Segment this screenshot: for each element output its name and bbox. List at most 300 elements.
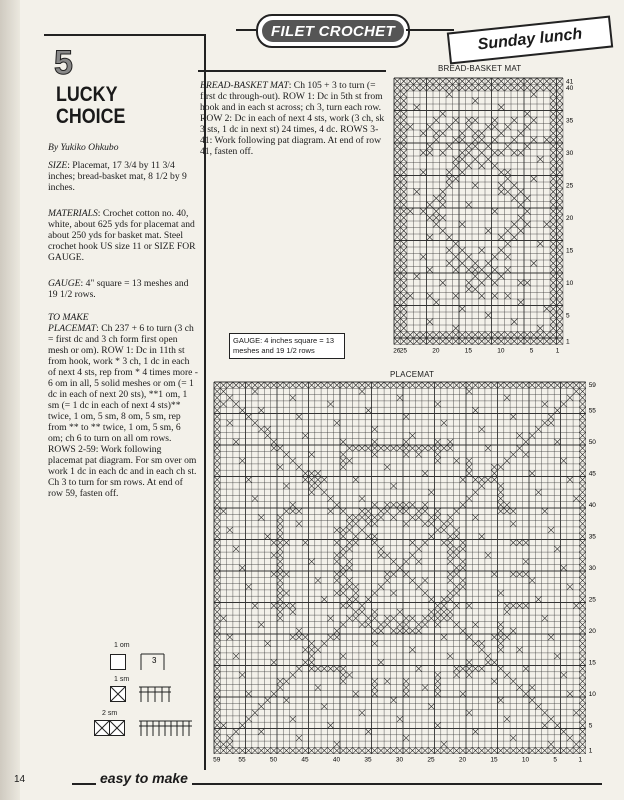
solid-mesh (524, 78, 531, 85)
solid-mesh (214, 596, 220, 602)
solid-mesh (466, 470, 472, 476)
solid-mesh (420, 169, 427, 176)
solid-mesh (427, 332, 434, 339)
col-tick: 15 (464, 347, 472, 355)
solid-mesh (422, 577, 428, 583)
solid-mesh (510, 521, 516, 527)
solid-mesh (433, 332, 440, 339)
solid-mesh (401, 306, 408, 313)
solid-mesh (302, 432, 308, 438)
solid-mesh (233, 747, 239, 753)
solid-mesh (327, 508, 333, 514)
solid-mesh (390, 628, 396, 634)
solid-mesh (214, 407, 220, 413)
solid-mesh (557, 124, 564, 131)
solid-mesh (409, 577, 415, 583)
solid-mesh (466, 163, 473, 170)
solid-mesh (296, 735, 302, 741)
solid-mesh (359, 514, 365, 520)
solid-mesh (440, 78, 447, 85)
solid-mesh (414, 338, 421, 345)
solid-mesh (579, 659, 585, 665)
solid-mesh (460, 502, 466, 508)
solid-mesh (550, 241, 557, 248)
solid-mesh (378, 659, 384, 665)
solid-mesh (447, 615, 453, 621)
solid-mesh (409, 628, 415, 634)
solid-mesh (446, 91, 453, 98)
solid-mesh (447, 609, 453, 615)
solid-mesh (252, 495, 258, 501)
solid-mesh (550, 293, 557, 300)
solid-mesh (384, 445, 390, 451)
solid-mesh (227, 527, 233, 533)
solid-mesh (516, 647, 522, 653)
solid-mesh (472, 407, 478, 413)
solid-mesh (378, 621, 384, 627)
col-tick: 25 (399, 347, 407, 355)
solid-mesh (479, 163, 486, 170)
solid-mesh (214, 590, 220, 596)
solid-mesh (518, 189, 525, 196)
solid-mesh (372, 451, 378, 457)
size-text: : Placemat, 17 3/4 by 11 3/4 inches; bread-basket mat, 8 1/2 by 9 inches. (48, 160, 187, 193)
solid-mesh (579, 382, 585, 388)
solid-mesh (550, 286, 557, 293)
solid-mesh (537, 241, 544, 248)
solid-mesh (557, 306, 564, 313)
solid-mesh (264, 382, 270, 388)
solid-mesh (453, 293, 460, 300)
solid-mesh (466, 338, 473, 345)
solid-mesh (579, 458, 585, 464)
solid-mesh (394, 293, 401, 300)
solid-mesh (296, 628, 302, 634)
solid-mesh (561, 458, 567, 464)
row-tick: 41 (566, 78, 574, 86)
solid-mesh (214, 603, 220, 609)
solid-mesh (401, 143, 408, 150)
solid-mesh (511, 221, 518, 228)
solid-mesh (397, 621, 403, 627)
solid-mesh (372, 439, 378, 445)
solid-mesh (459, 332, 466, 339)
solid-mesh (227, 634, 233, 640)
solid-mesh (447, 747, 453, 753)
solid-mesh (479, 293, 486, 300)
solid-mesh (214, 426, 220, 432)
solid-mesh (447, 439, 453, 445)
solid-mesh (479, 640, 485, 646)
solid-mesh (466, 202, 473, 209)
solid-mesh (479, 426, 485, 432)
solid-mesh (321, 703, 327, 709)
solid-mesh (498, 189, 505, 196)
solid-mesh (472, 489, 478, 495)
solid-mesh (504, 716, 510, 722)
solid-mesh (498, 78, 505, 85)
solid-mesh (579, 464, 585, 470)
solid-mesh (403, 571, 409, 577)
solid-mesh (511, 117, 518, 124)
solid-mesh (498, 234, 505, 241)
solid-mesh (353, 514, 359, 520)
solid-mesh (567, 735, 573, 741)
solid-mesh (550, 111, 557, 118)
solid-mesh (544, 306, 551, 313)
solid-mesh (277, 615, 283, 621)
solid-mesh (394, 143, 401, 150)
solid-mesh (492, 85, 499, 92)
solid-mesh (346, 747, 352, 753)
solid-mesh (460, 540, 466, 546)
solid-mesh (518, 150, 525, 157)
solid-mesh (573, 747, 579, 753)
solid-mesh (453, 603, 459, 609)
solid-mesh (479, 247, 486, 254)
solid-mesh (453, 552, 459, 558)
solid-mesh (453, 672, 459, 678)
solid-mesh (309, 483, 315, 489)
solid-mesh (446, 143, 453, 150)
solid-mesh (397, 565, 403, 571)
solid-mesh (557, 130, 564, 137)
solid-mesh (422, 615, 428, 621)
solid-mesh (479, 477, 485, 483)
solid-mesh (409, 514, 415, 520)
solid-mesh (505, 338, 512, 345)
solid-mesh (579, 703, 585, 709)
row-tick: 30 (588, 564, 596, 572)
solid-mesh (427, 78, 434, 85)
solid-mesh (340, 672, 346, 678)
solid-mesh (447, 590, 453, 596)
solid-mesh (409, 747, 415, 753)
solid-mesh (365, 621, 371, 627)
solid-mesh (435, 451, 441, 457)
solid-mesh (401, 280, 408, 287)
solid-mesh (309, 558, 315, 564)
solid-mesh (567, 382, 573, 388)
solid-mesh (498, 104, 505, 111)
solid-mesh (535, 747, 541, 753)
col-tick: 30 (395, 756, 404, 764)
solid-mesh (214, 634, 220, 640)
solid-mesh (453, 117, 460, 124)
solid-mesh (491, 747, 497, 753)
solid-mesh (372, 747, 378, 753)
solid-mesh (422, 621, 428, 627)
solid-mesh (246, 691, 252, 697)
solid-mesh (214, 640, 220, 646)
solid-mesh (397, 445, 403, 451)
solid-mesh (510, 414, 516, 420)
solid-mesh (394, 234, 401, 241)
solid-mesh (453, 241, 460, 248)
solid-mesh (531, 176, 538, 183)
row-tick: 40 (566, 84, 574, 92)
solid-mesh (359, 382, 365, 388)
solid-mesh (214, 722, 220, 728)
solid-mesh (283, 747, 289, 753)
solid-mesh (491, 464, 497, 470)
col-tick: 10 (497, 347, 505, 355)
solid-mesh (378, 628, 384, 634)
gauge-paragraph (48, 278, 198, 300)
materials-label: MATERIALS (48, 208, 98, 219)
solid-mesh (214, 451, 220, 457)
solid-mesh (447, 521, 453, 527)
solid-mesh (492, 150, 499, 157)
solid-mesh (334, 540, 340, 546)
solid-mesh (227, 741, 233, 747)
solid-mesh (446, 169, 453, 176)
solid-mesh (401, 163, 408, 170)
solid-mesh (542, 420, 548, 426)
solid-mesh (435, 678, 441, 684)
solid-mesh (340, 653, 346, 659)
solid-mesh (277, 527, 283, 533)
solid-mesh (401, 228, 408, 235)
solid-mesh (453, 332, 460, 339)
solid-mesh (365, 596, 371, 602)
solid-mesh (557, 338, 564, 345)
row-tick: 50 (588, 438, 596, 446)
solid-mesh (523, 666, 529, 672)
solid-mesh (453, 590, 459, 596)
solid-mesh (435, 722, 441, 728)
solid-mesh (346, 603, 352, 609)
solid-mesh (394, 221, 401, 228)
solid-mesh (550, 338, 557, 345)
col-tick: 20 (458, 756, 467, 764)
solid-mesh (524, 332, 531, 339)
solid-mesh (378, 747, 384, 753)
solid-mesh (557, 195, 564, 202)
solid-mesh (485, 659, 491, 665)
solid-mesh (403, 691, 409, 697)
solid-mesh (309, 640, 315, 646)
solid-mesh (535, 382, 541, 388)
subtitle-text: Sunday lunch (476, 25, 584, 54)
legend-2sm-label: 2 sm (102, 710, 118, 717)
solid-mesh (554, 722, 560, 728)
solid-mesh (401, 247, 408, 254)
solid-mesh (401, 312, 408, 319)
chain-count: 3 (152, 656, 157, 665)
solid-mesh (511, 150, 518, 157)
row-tick: 55 (588, 407, 596, 415)
solid-mesh (394, 260, 401, 267)
solid-mesh (579, 521, 585, 527)
solid-mesh (401, 156, 408, 163)
solid-mesh (557, 111, 564, 118)
solid-mesh (441, 445, 447, 451)
solid-mesh (550, 143, 557, 150)
solid-mesh (428, 615, 434, 621)
solid-mesh (277, 590, 283, 596)
solid-mesh (416, 628, 422, 634)
solid-mesh (277, 678, 283, 684)
solid-mesh (346, 672, 352, 678)
solid-mesh (557, 78, 564, 85)
solid-mesh (447, 445, 453, 451)
solid-mesh (479, 647, 485, 653)
solid-mesh (557, 325, 564, 332)
solid-mesh (441, 596, 447, 602)
basket-chart-title: BREAD-BASKET MAT (438, 64, 522, 73)
solid-mesh (492, 124, 499, 131)
solid-mesh (403, 508, 409, 514)
solid-mesh (579, 621, 585, 627)
solid-mesh (214, 615, 220, 621)
solid-mesh (504, 458, 510, 464)
solid-mesh (485, 747, 491, 753)
solid-mesh (573, 603, 579, 609)
solid-mesh (557, 169, 564, 176)
solid-mesh (346, 615, 352, 621)
solid-mesh (446, 332, 453, 339)
solid-mesh (557, 280, 564, 287)
solid-mesh (498, 747, 504, 753)
solid-mesh (214, 672, 220, 678)
solid-mesh (346, 565, 352, 571)
col-tick: 40 (332, 756, 341, 764)
solid-mesh (498, 464, 504, 470)
solid-mesh (422, 502, 428, 508)
solid-mesh (346, 558, 352, 564)
solid-mesh (309, 477, 315, 483)
solid-mesh (252, 710, 258, 716)
solid-mesh (542, 508, 548, 514)
solid-mesh (573, 382, 579, 388)
solid-mesh (277, 571, 283, 577)
solid-mesh (394, 176, 401, 183)
solid-mesh (479, 137, 486, 144)
solid-mesh (435, 508, 441, 514)
solid-mesh (579, 628, 585, 634)
solid-mesh (510, 540, 516, 546)
solid-mesh (579, 502, 585, 508)
solid-mesh (505, 267, 512, 274)
placemat-chart-title: PLACEMAT (390, 370, 435, 379)
row-tick: 20 (588, 627, 596, 635)
solid-mesh (579, 571, 585, 577)
solid-mesh (401, 273, 408, 280)
solid-mesh (264, 697, 270, 703)
solid-mesh (428, 609, 434, 615)
solid-mesh (472, 747, 478, 753)
solid-mesh (516, 684, 522, 690)
solid-mesh (359, 495, 365, 501)
solid-mesh (401, 182, 408, 189)
solid-mesh (479, 483, 485, 489)
solid-mesh (428, 489, 434, 495)
solid-mesh (334, 527, 340, 533)
solid-mesh (271, 382, 277, 388)
solid-mesh (296, 747, 302, 753)
solid-mesh (544, 85, 551, 92)
solid-mesh (524, 143, 531, 150)
solid-mesh (557, 228, 564, 235)
solid-mesh (258, 426, 264, 432)
solid-mesh (302, 382, 308, 388)
solid-mesh (510, 678, 516, 684)
solid-mesh (498, 590, 504, 596)
solid-mesh (403, 621, 409, 627)
solid-mesh (460, 666, 466, 672)
solid-mesh (579, 653, 585, 659)
solid-mesh (401, 215, 408, 222)
solid-mesh (511, 137, 518, 144)
solid-mesh (327, 747, 333, 753)
solid-mesh (214, 747, 220, 753)
solid-mesh (327, 666, 333, 672)
solid-mesh (340, 666, 346, 672)
solid-mesh (420, 254, 427, 261)
solid-mesh (372, 426, 378, 432)
solid-mesh (403, 439, 409, 445)
solid-mesh (542, 747, 548, 753)
solid-mesh (459, 247, 466, 254)
solid-mesh (346, 527, 352, 533)
solid-mesh (472, 640, 478, 646)
solid-mesh (466, 286, 473, 293)
solid-mesh (485, 445, 491, 451)
solid-mesh (537, 85, 544, 92)
solid-mesh (550, 215, 557, 222)
solid-mesh (460, 558, 466, 564)
solid-mesh (447, 514, 453, 520)
solid-mesh (550, 260, 557, 267)
solid-mesh (447, 596, 453, 602)
solid-mesh (227, 382, 233, 388)
solid-mesh (327, 495, 333, 501)
solid-mesh (550, 85, 557, 92)
solid-mesh (557, 98, 564, 105)
solid-mesh (579, 634, 585, 640)
solid-mesh (220, 722, 226, 728)
col-tick: 20 (432, 347, 440, 355)
solid-mesh (435, 401, 441, 407)
solid-mesh (401, 221, 408, 228)
solid-mesh (441, 634, 447, 640)
solid-mesh (214, 684, 220, 690)
solid-mesh (485, 143, 492, 150)
two-solid-mesh-stitch-diagram (138, 718, 194, 738)
solid-mesh (466, 78, 473, 85)
solid-mesh (283, 571, 289, 577)
solid-mesh (239, 458, 245, 464)
solid-mesh (529, 684, 535, 690)
solid-mesh (394, 91, 401, 98)
solid-mesh (427, 338, 434, 345)
solid-mesh (401, 241, 408, 248)
solid-mesh (531, 137, 538, 144)
solid-mesh (472, 286, 479, 293)
solid-mesh (453, 584, 459, 590)
solid-mesh (214, 716, 220, 722)
solid-mesh (446, 182, 453, 189)
solid-mesh (394, 286, 401, 293)
solid-mesh (427, 215, 434, 222)
footer-brand: easy to make (96, 770, 192, 786)
solid-mesh (315, 747, 321, 753)
solid-mesh (290, 508, 296, 514)
solid-mesh (365, 514, 371, 520)
solid-mesh (453, 85, 460, 92)
solid-mesh (433, 195, 440, 202)
